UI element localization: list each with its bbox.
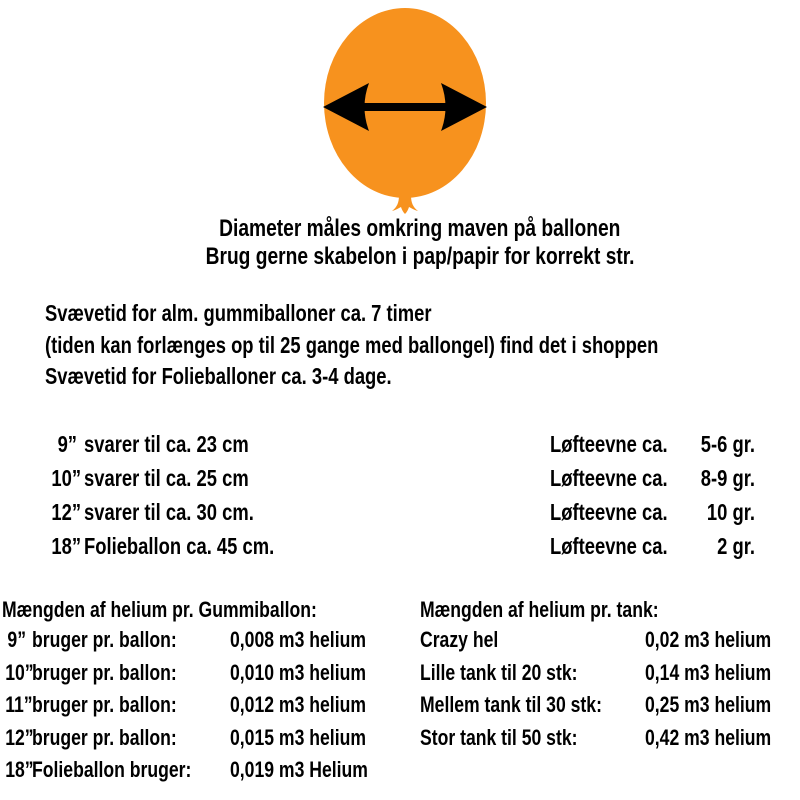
size-table-row xyxy=(0,465,800,493)
helium-row xyxy=(0,627,800,653)
helium-per-tank-header: Mængden af helium pr. tank: xyxy=(420,597,659,622)
tank-label: Crazy hel xyxy=(420,627,499,652)
usage-label: bruger pr. ballon: xyxy=(32,660,177,685)
lift-label: Løfteevne ca. xyxy=(550,499,668,525)
usage-label: bruger pr. ballon: xyxy=(32,725,177,750)
helium-row xyxy=(0,660,800,686)
caption-text: Brug gerne skabelon i pap/papir for korrekt str. xyxy=(205,243,635,270)
lift-value: 5-6 gr. xyxy=(700,431,755,457)
balloon-size: 9” xyxy=(7,627,27,652)
usage-label: Folieballon bruger: xyxy=(32,757,192,782)
tank-value: 0,42 m3 helium xyxy=(645,725,772,750)
tank-value: 0,14 m3 helium xyxy=(645,660,772,685)
lift-label: Løfteevne ca. xyxy=(550,431,668,457)
balloon-size: 10” xyxy=(51,465,82,491)
tank-label: Lille tank til 20 stk: xyxy=(420,660,578,685)
helium-row xyxy=(0,725,800,751)
size-table-row xyxy=(0,431,800,459)
tank-value: 0,02 m3 helium xyxy=(645,627,772,652)
size-desc: svarer til ca. 23 cm xyxy=(84,431,249,457)
balloon-graphic xyxy=(322,6,488,218)
size-table-row xyxy=(0,499,800,527)
helium-row xyxy=(0,692,800,718)
balloon-icon xyxy=(322,6,488,218)
size-table-row xyxy=(0,533,800,561)
lift-value: 10 gr. xyxy=(706,499,755,525)
float-time-line-2: (tiden kan forlænges op til 25 gange med ballongel) find det i shoppen xyxy=(45,332,659,358)
size-desc: svarer til ca. 30 cm. xyxy=(84,499,254,525)
usage-value: 0,008 m3 helium xyxy=(230,627,366,652)
usage-value: 0,012 m3 helium xyxy=(230,692,366,717)
usage-label: bruger pr. ballon: xyxy=(32,627,177,652)
lift-label: Løfteevne ca. xyxy=(550,533,668,559)
float-time-line-1: Svævetid for alm. gummiballoner ca. 7 timer xyxy=(45,300,432,326)
tank-label: Stor tank til 50 stk: xyxy=(420,725,578,750)
helium-per-balloon-header: Mængden af helium pr. Gummiballon: xyxy=(2,597,317,622)
balloon-size: 18” xyxy=(51,533,82,559)
balloon-size: 10” xyxy=(5,660,34,685)
caption-text: Diameter måles omkring maven på ballonen xyxy=(219,215,621,242)
balloon-size: 12” xyxy=(51,499,82,525)
helium-row xyxy=(0,757,800,783)
tank-value: 0,25 m3 helium xyxy=(645,692,772,717)
usage-value: 0,019 m3 Helium xyxy=(230,757,368,782)
caption-line-1 xyxy=(40,215,800,243)
tank-label: Mellem tank til 30 stk: xyxy=(420,692,602,717)
balloon-knot xyxy=(392,195,418,214)
balloon-size: 18” xyxy=(5,757,34,782)
usage-value: 0,010 m3 helium xyxy=(230,660,366,685)
size-desc: Folieballon ca. 45 cm. xyxy=(84,533,275,559)
caption-line-2 xyxy=(40,243,800,271)
float-time-line-3: Svævetid for Folieballoner ca. 3-4 dage. xyxy=(45,363,392,389)
balloon-size: 12” xyxy=(5,725,34,750)
usage-label: bruger pr. ballon: xyxy=(32,692,177,717)
lift-value: 2 gr. xyxy=(717,533,755,559)
balloon-size: 11” xyxy=(5,692,33,717)
lift-value: 8-9 gr. xyxy=(700,465,755,491)
usage-value: 0,015 m3 helium xyxy=(230,725,366,750)
lift-label: Løfteevne ca. xyxy=(550,465,668,491)
size-desc: svarer til ca. 25 cm xyxy=(84,465,249,491)
balloon-size: 9” xyxy=(57,431,77,457)
